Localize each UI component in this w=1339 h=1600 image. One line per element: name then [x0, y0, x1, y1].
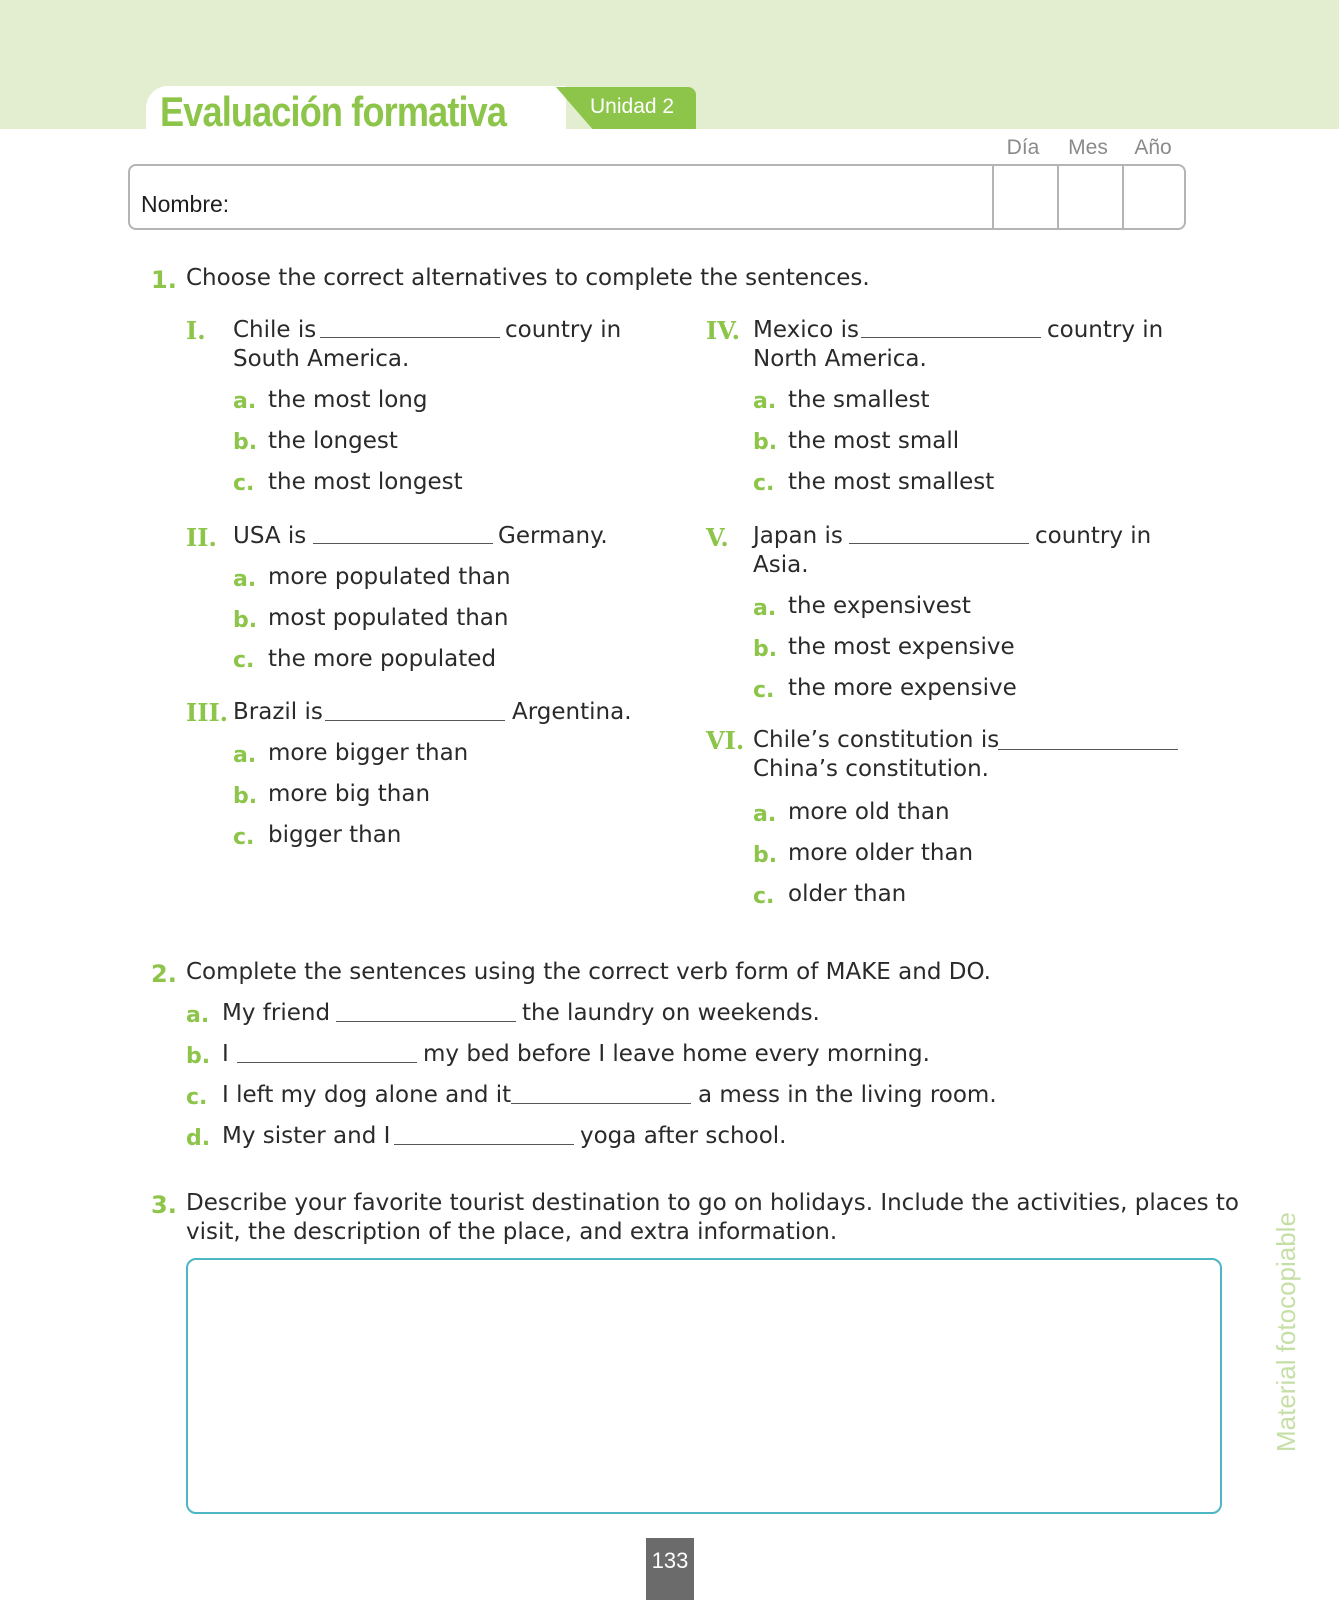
- item-text: country in: [505, 317, 622, 343]
- item-text: China’s constitution.: [753, 756, 989, 782]
- item-text: Chile’s constitution is: [753, 727, 1000, 753]
- item-roman: VI.: [706, 726, 745, 755]
- item-text: My friend: [222, 1000, 331, 1026]
- option-text[interactable]: the longest: [268, 428, 398, 454]
- item-letter: d.: [186, 1126, 211, 1151]
- item-text: Mexico is: [753, 317, 859, 343]
- option-letter: c.: [753, 471, 775, 496]
- item-text: Germany.: [498, 523, 608, 549]
- side-label: Material fotocopiable: [1271, 1212, 1301, 1452]
- item-roman: IV.: [706, 316, 741, 345]
- year-label: Año: [1134, 136, 1172, 159]
- date-divider: [1122, 166, 1124, 228]
- date-divider: [992, 166, 994, 228]
- question-3-prompt: visit, the description of the place, and extra information.: [186, 1219, 838, 1245]
- option-letter: b.: [753, 637, 778, 662]
- item-roman: II.: [186, 523, 217, 552]
- option-letter: b.: [233, 430, 258, 455]
- unit-label: Unidad 2: [590, 95, 675, 118]
- item-text: country in: [1035, 523, 1152, 549]
- option-letter: a.: [233, 389, 257, 414]
- option-letter: c.: [233, 648, 255, 673]
- option-text[interactable]: the more populated: [268, 646, 497, 672]
- item-text: Argentina.: [512, 699, 632, 725]
- item-text: my bed before I leave home every morning.: [423, 1041, 930, 1067]
- option-text[interactable]: the expensivest: [788, 593, 971, 619]
- name-label: Nombre:: [141, 191, 230, 217]
- option-letter: a.: [753, 802, 777, 827]
- answer-blank[interactable]: [861, 337, 1041, 338]
- option-text[interactable]: more big than: [268, 781, 431, 807]
- option-text[interactable]: the most longest: [268, 469, 463, 495]
- question-3-prompt: Describe your favorite tourist destination to go on holidays. Include the activities, places to: [186, 1190, 1239, 1216]
- item-roman: III.: [186, 698, 229, 727]
- question-2-prompt: Complete the sentences using the correct verb form of MAKE and DO.: [186, 959, 991, 985]
- page-number: 133: [651, 1548, 689, 1573]
- answer-blank[interactable]: [849, 543, 1029, 544]
- option-text[interactable]: older than: [788, 881, 907, 907]
- day-label: Día: [1006, 136, 1040, 159]
- option-text[interactable]: more older than: [788, 840, 974, 866]
- item-text: the laundry on weekends.: [522, 1000, 820, 1026]
- option-text[interactable]: the most smallest: [788, 469, 995, 495]
- item-roman: V.: [706, 523, 729, 552]
- option-text[interactable]: the smallest: [788, 387, 930, 413]
- option-letter: c.: [233, 471, 255, 496]
- question-1-prompt: Choose the correct alternatives to complete the sentences.: [186, 265, 870, 291]
- item-text: I left my dog alone and it: [222, 1082, 512, 1108]
- option-letter: b.: [233, 784, 258, 809]
- answer-blank[interactable]: [325, 720, 505, 721]
- item-text: North America.: [753, 346, 927, 372]
- question-1-number: 1.: [151, 266, 177, 294]
- item-text: Asia.: [753, 552, 809, 578]
- answer-blank[interactable]: [511, 1103, 691, 1104]
- item-text: My sister and I: [222, 1123, 391, 1149]
- option-letter: a.: [233, 743, 257, 768]
- option-text[interactable]: the most long: [268, 387, 428, 413]
- item-text: Chile is: [233, 317, 317, 343]
- item-text: Brazil is: [233, 699, 323, 725]
- page-title: Evaluación formativa: [160, 88, 507, 135]
- item-roman: I.: [186, 316, 206, 345]
- answer-blank[interactable]: [313, 543, 493, 544]
- question-2-number: 2.: [151, 960, 177, 988]
- month-label: Mes: [1068, 136, 1108, 159]
- answer-blank[interactable]: [237, 1062, 417, 1063]
- option-text[interactable]: most populated than: [268, 605, 509, 631]
- answer-blank[interactable]: [320, 337, 500, 338]
- option-text[interactable]: the more expensive: [788, 675, 1017, 701]
- option-text[interactable]: the most small: [788, 428, 960, 454]
- answer-blank[interactable]: [394, 1144, 574, 1145]
- item-text: USA is: [233, 523, 307, 549]
- option-letter: b.: [753, 843, 778, 868]
- item-text: I: [222, 1041, 229, 1067]
- answer-blank[interactable]: [336, 1021, 516, 1022]
- option-text[interactable]: bigger than: [268, 822, 402, 848]
- option-letter: a.: [233, 567, 257, 592]
- item-letter: a.: [186, 1003, 210, 1028]
- name-field[interactable]: [128, 164, 1186, 230]
- item-text: country in: [1047, 317, 1164, 343]
- item-text: yoga after school.: [580, 1123, 787, 1149]
- option-letter: b.: [233, 608, 258, 633]
- item-letter: c.: [186, 1085, 208, 1110]
- answer-blank[interactable]: [998, 749, 1178, 750]
- option-text[interactable]: more bigger than: [268, 740, 469, 766]
- option-letter: b.: [753, 430, 778, 455]
- item-letter: b.: [186, 1044, 211, 1069]
- item-text: South America.: [233, 346, 410, 372]
- option-letter: c.: [753, 678, 775, 703]
- answer-textarea[interactable]: [186, 1258, 1222, 1514]
- item-text: Japan is: [753, 523, 843, 549]
- option-letter: a.: [753, 389, 777, 414]
- option-text[interactable]: the most expensive: [788, 634, 1015, 660]
- question-3-number: 3.: [151, 1191, 177, 1219]
- option-letter: a.: [753, 596, 777, 621]
- option-text[interactable]: more populated than: [268, 564, 511, 590]
- option-letter: c.: [233, 825, 255, 850]
- option-letter: c.: [753, 884, 775, 909]
- option-text[interactable]: more old than: [788, 799, 950, 825]
- date-divider: [1057, 166, 1059, 228]
- item-text: a mess in the living room.: [698, 1082, 997, 1108]
